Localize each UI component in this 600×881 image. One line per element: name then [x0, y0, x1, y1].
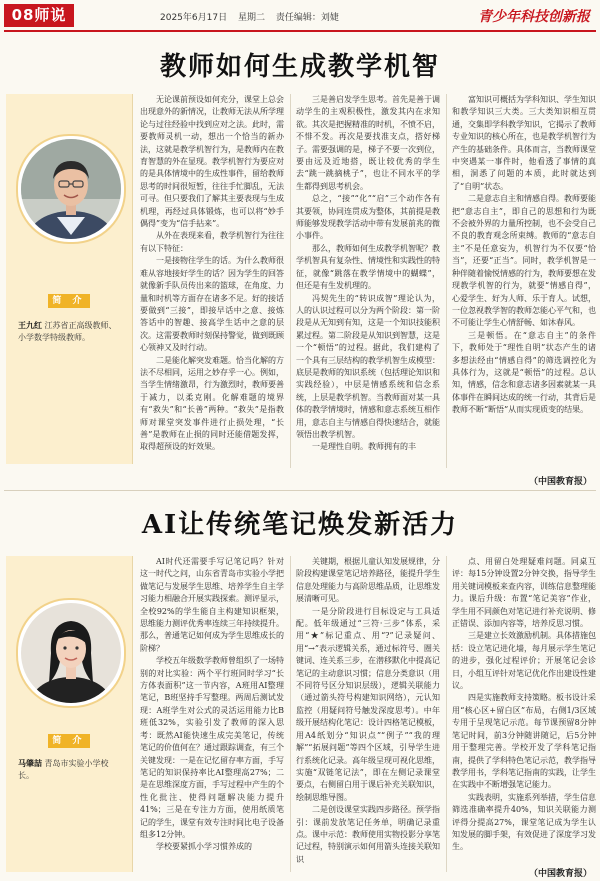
author-portrait-icon: [21, 603, 121, 703]
author-photo-frame: [16, 598, 126, 708]
article1-column-1: [140, 94, 284, 468]
paragraph: 三是善启发学生思考。首先是善于调动学生的主观积极性，激发其内在求知欲。其次是把握精准的时机，不愤不启，不悱不发。再次是要找准支点，搭好梯子。需要强调的是，梯子不要一次到位，要由远及近地搭，既让较优秀的学生去“跳一跳摘桃子”，也让不同水平的学生都得到思考机会。: [296, 95, 440, 191]
paragraph: 二是创设课堂实践四步路径。预学指引：课前发放笔记任务单，明确记录重点。课中示范：教师使用实物投影分享笔记过程，特别演示如何用箭头连接关联知识: [296, 805, 440, 864]
paragraph: 总之，“接”“化”“启”三个动作各有其要领，协同连贯成为整体，其前提是教师能够发现教学活动中带有发展前兆的微小事件。: [296, 194, 440, 241]
article1-column-3: [452, 94, 596, 468]
paragraph: 学校要紧抓小学习惯养成的: [156, 842, 252, 852]
issue-date: 2025年6月17日: [160, 13, 228, 23]
author-name: 马肇喆: [18, 759, 42, 768]
section-tag: 08师说: [4, 4, 74, 27]
paragraph: 一是分阶段进行目标设定与工具适配。低年级通过“三符·三步”体系，采用“★”标记重点、用“?”记录疑问、用“→”表示逻辑关系，通过标符号、圈关键词、连关系三步，在潜移默化中提高记笔记的主动意识习惯；信息分类意识（用不同符号区分知识层级），逻辑关联能力（通过箭头符号构建知识网络），元认知监控（用疑问符号触发深度思考）。中年级开展结构化笔记：设计四格笔记模板，用A4纸划分“知识点”“例子”“我的理解”“拓展问题”等四个区域，引导学生进行系统化记录。高年级呈现可视化思维，实施“双链笔记法”，即在左侧记录课堂要点，右侧留白用于课后补充关联知识，绘制思维导图。: [296, 606, 440, 802]
column-rule: [290, 94, 291, 468]
column-rule: [290, 556, 291, 872]
article1-profile: [6, 94, 133, 464]
issue-editor: 责任编辑：刘婕: [275, 13, 339, 23]
paragraph: 三是建立长效激励机制。具体措施包括：设立笔记进化墙，每月展示学生笔记的进步，强化过程评价；开展笔记会诊日，小组互评针对笔记优化作出建设性建议。: [452, 631, 596, 691]
author-photo: [21, 603, 121, 703]
masthead-rule: [4, 30, 596, 32]
author-bio: [18, 320, 122, 344]
article1-column-2: [296, 94, 440, 468]
paragraph: 富知识可概括为学科知识、学生知识和教学知识三大类。三大类知识相互贯通，交集即学科教学知识，它揭示了教师专业知识的核心所在，也是教学机智行为产生的基础条件。具体而言，当教师课堂中突遇某一事件时，他看透了事情的真相，洞悉了问题的本质，此时就达到了“自明”状态。: [452, 95, 596, 191]
author-portrait-icon: [21, 139, 121, 239]
paragraph: 点、用留白处理疑难问题。同桌互评：每15分钟设置2分钟交换，指导学生用关键词模板来查内容，训练信息整理能力。课后升级：布置“笔记美容”作业，学生用不同颜色对笔记进行补充说明、修正错误、添加内容等，培养反思习惯。: [452, 557, 596, 629]
article1-body: [140, 94, 596, 468]
article2-title: AI让传统笔记焕发新活力: [141, 510, 459, 540]
paragraph: 无论课前预设如何充分，课堂上总会出现意外的新情况，让教师无法从所学理论与过往经验中找到应对之法。此时，需要教师灵机一动，想出一个恰当的新办法，这就是教学机智行为，是教师内在教育智慧的外在显现。教学机智行为要应对的是具体情境中的生成性事件，留给教师思考的时间很短暂，往往手忙脚乱，无法可寻。但只要我们了解其主要表现与生成机理，再经过具体锻炼，也可以将“妙手偶得”变为“信手拈来”。: [140, 95, 284, 229]
profile-badge: 简 介: [48, 734, 90, 748]
author-description: 青岛市实验小学校长。: [18, 759, 109, 780]
paragraph: 关键期，根据儿童认知发展规律，分阶段构建课堂笔记培养路径，能提升学生信息处理能力与高阶思维品质，让思维发展清晰可见。: [296, 557, 440, 604]
paragraph: 一是理性自明。教师拥有的丰: [312, 442, 416, 452]
paragraph: 学校五年级数学教师曾组织了一场特别的对比实验：两个平行班同时学习“长方体表面积”这一节内容，A班用AI整理笔记，B班坚持手写整理。两周后测试发现：A班学生对公式的灵活运用能力比B班低32%，实验引发了教师的深入思考：既然AI能快速生成完美笔记，传统笔记的价值何在？通过跟踪调查，有三个关键发现：一是在记忆留存率方面，手写笔记的知识保持率比AI整理高27%；二是在思维深度方面，手写过程中产生的个性化批注、使得问题解决能力提升41%；三是在专注力方面，使用纸质笔记的学生，课堂有效专注时间比电子设备组多12分钟。: [140, 656, 284, 839]
article1-source: （中国教育报）: [528, 477, 592, 487]
paragraph: 四是实施教师支持策略。板书设计采用“核心区+留白区”布局，右侧1/3区域专用于呈现笔记示范。每节课预留8分钟笔记时间，前3分钟随讲随记，后5分钟用于整理完善。学校开发了学科笔记指南，提供了学科特色笔记示范，教学指导教学用书，学科笔记指南的实践，让学生在实践中不断增强笔记能力。: [452, 693, 596, 790]
author-photo: [21, 139, 121, 239]
profile-badge: 简 介: [48, 294, 90, 308]
paragraph: 实践表明，实施系列举措，学生信息筛选准确率提升40%，知识关联能力测评得分提高27%，课堂笔记成为学生认知发展的脚手架，有效促进了深度学习发生。: [452, 792, 596, 852]
article1-title: 教师如何生成教学机智: [159, 52, 440, 82]
paragraph: 三是顿悟。在“意志自主”的条件下，教师处于“理性自明”状态产生的诸多想法经由“情感自得”的筛选调控化为具体行为，这就是“顿悟”的过程。总认知，情感，信念和意志诸多因素就某一具体事件在瞬间达成的统一行动，其背后是教师不断“断悟”从而实现质变的结果。: [452, 330, 596, 415]
article2-body: [140, 556, 596, 872]
article2-column-2: [296, 556, 440, 872]
issue-weekday: 星期二: [237, 13, 265, 23]
newspaper-logo: 青少年科技创新报: [478, 9, 590, 25]
author-name: 王九红: [18, 321, 42, 330]
article2-source: （中国教育报）: [528, 869, 592, 879]
paragraph: 从外在表现来看，教学机智行为往往有以下特征：: [140, 231, 284, 253]
issue-info: [160, 10, 460, 23]
paragraph: 二是意志自主和情感自得。教师要能把“意志自主”，即自己的思想和行为既不会被外界的力量所控制，也不会受自己不良的教育观念所束缚。教师的“意志自主”不是任意妄为，机智行为不仅要“恰当”，还要“正当”。同时，教学机智是一种伴随着愉悦情感的行为，教师要想在发现教学机智的行为，就要“情感自得”，心爱学生、好为人师、乐于育人。试想，一位忽视教学智的教师怎能心平气和，也不可能让学生心情舒畅、如沐春风。: [452, 194, 596, 328]
column-rule: [446, 94, 447, 468]
paragraph: AI时代还需要手写记笔记吗？针对这一时代之问，山东省青岛市实验小学把做笔记与发展学生思维、培养学生自主学习能力相融合开展实践探索。测评显示，全校92%的学生能自主构建知识框架，思维能力测评优秀率连续三年持续提升。那么，普通笔记如何成为学生思维成长的阶梯？: [140, 557, 284, 653]
article2-column-1: [140, 556, 284, 872]
article2-profile: [6, 556, 133, 872]
article2-column-3: [452, 556, 596, 872]
paragraph: 二是能化解突发难题。恰当化解的方法不尽相同，运用之妙存乎一心。例如，当学生情绪激昂，行为激烈时，教师要善于减力，以柔克刚。化解难题的境界有“救失”和“长善”两种。“救失”是指教师对课堂突发事件进行止损处理，“长善”是教师在止损的同时还能借题发挥，取得超预设的好效果。: [140, 355, 284, 452]
paragraph: 一是接物往学生的话。为什么教师很难从容地接好学生的话？因为学生的回答就像新手队员传出来的篮球，在角度、力量和时机等方面存在诸多不足。好的接话要做到“三接”，即接早话中之意、接炼答话中的智趣、接高学生话中之意的层次。这需要教师时刻保持警觉，做到既顾心领神又及时行动。: [140, 256, 284, 353]
author-description: 江苏省正高级教师、小学数学特级教师。: [18, 321, 117, 342]
paragraph: 冯契先生的“转识成智”理论认为，人的认识过程可以分为两个阶段：第一阶段是从无知到有知，这是一个知识技能积累过程。第二阶段是从知识到智慧，这是一个“顿悟”的过程。据此，我们建构了一个具有三层结构的教学机智生成模型：底层是教师的知识系统（包括理论知识和实践经验），中层是情感系统和信念系统，上层是教学机智。当教师面对某一具体的教学情境时，情感和意志系统互相作用，意志自主与情感自得快速结合，就能领悟出教学机智。: [296, 293, 440, 439]
article-divider: [4, 490, 596, 491]
author-photo-frame: [16, 134, 126, 244]
paragraph: 那么，教师如何生成教学机智呢？教学机智具有复杂性、情境性和实践性的特征，就像“跳落在教学情境中的蝴蝶”，但还是有生发机理的。: [296, 243, 440, 291]
masthead: [0, 0, 600, 30]
author-bio: [18, 758, 122, 782]
column-rule: [446, 556, 447, 872]
